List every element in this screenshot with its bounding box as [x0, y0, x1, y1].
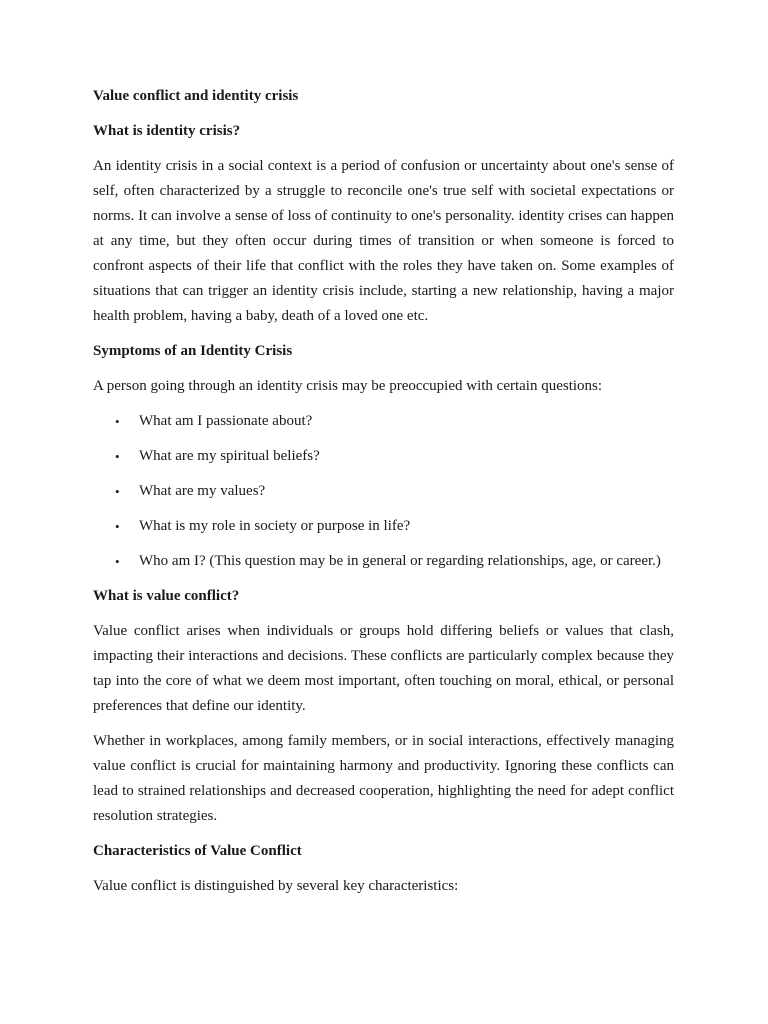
list-item-text: What am I passionate about?: [139, 413, 313, 429]
list-item: [93, 549, 674, 574]
document-page: [93, 84, 674, 909]
bullet-icon: •: [115, 484, 120, 499]
bullet-icon: •: [115, 414, 120, 429]
paragraph-identity-crisis: An identity crisis in a social context is a period of confusion or uncertainty about one's sense of self, often characterized by a struggle to reconcile one's true self with societal expectations or norms. It can involve a sense of loss of continuity to one's personality. identity crises can happen at any time, but they often occur during times of transition or when someone is forced to confront aspects of their life that conflict with the roles they have taken on. Some examples of situations that can trigger an identity crisis include, starting a new relationship, having a major health problem, having a baby, death of a loved one etc.: [93, 158, 674, 324]
heading-value-conflict: What is value conflict?: [93, 588, 240, 604]
list-item: [93, 479, 674, 504]
paragraph-value-conflict-2: Whether in workplaces, among family members, or in social interactions, effectively managing value conflict is crucial for maintaining harmony and productivity. Ignoring these conflicts can lead to strained relationships and decreased cooperation, highlighting the need for adept conflict resolution strategies.: [93, 733, 674, 824]
bullet-icon: •: [115, 519, 120, 534]
paragraph-value-conflict-1: Value conflict arises when individuals or groups hold differing beliefs or values that clash, impacting their interactions and decisions. These conflicts are particularly complex because they tap into the core of what we deem most important, often touching on moral, ethical, or personal preferences that define our identity.: [93, 623, 674, 714]
symptoms-list: [93, 409, 674, 574]
paragraph-symptoms-intro: A person going through an identity crisis may be preoccupied with certain questions:: [93, 378, 603, 394]
bullet-icon: •: [115, 554, 120, 569]
heading-characteristics: Characteristics of Value Conflict: [93, 843, 302, 859]
bullet-icon: •: [115, 449, 120, 464]
list-item: [93, 514, 674, 539]
list-item-text: What are my spiritual beliefs?: [139, 448, 320, 464]
heading-symptoms: Symptoms of an Identity Crisis: [93, 343, 293, 359]
list-item-text: What is my role in society or purpose in life?: [139, 518, 411, 534]
list-item: [93, 444, 674, 469]
list-item-text: Who am I? (This question may be in general or regarding relationships, age, or career.): [139, 553, 661, 569]
heading-identity-crisis: What is identity crisis?: [93, 123, 241, 139]
document-title: Value conflict and identity crisis: [93, 88, 299, 104]
list-item: [93, 409, 674, 434]
list-item-text: What are my values?: [139, 483, 266, 499]
paragraph-characteristics-intro: Value conflict is distinguished by several key characteristics:: [93, 878, 459, 894]
